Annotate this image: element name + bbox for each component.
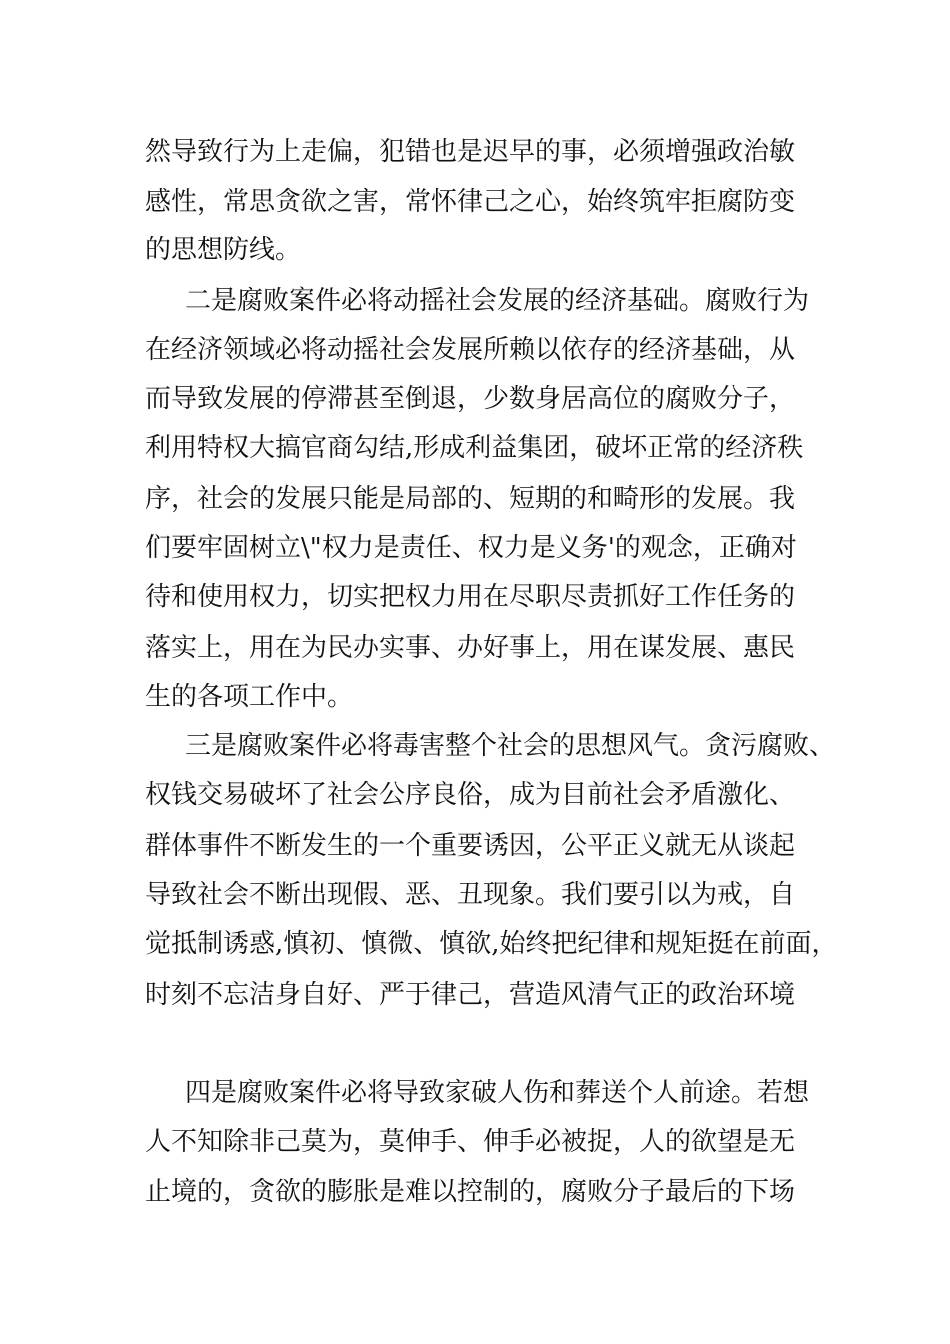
text-line: 的思想防线。 [145,235,302,265]
text-line: 序，社会的发展只能是局部的、短期的和畸形的发展。我 [145,484,796,514]
text-line: 人不知除非己莫为，莫伸手、伸手必被捉，人的欲望是无 [145,1127,796,1157]
text-line: 时刻不忘洁身自好、严于律己，营造风清气正的政治环境 [145,980,796,1010]
text-line: 群体事件不断发生的一个重要诱因，公平正义就无从谈起 [145,831,796,861]
text-line: 在经济领域必将动摇社会发展所赖以依存的经济基础，从 [145,335,796,365]
text-line: 觉抵制诱惑,慎初、慎微、慎欲,始终把纪律和规矩挺在前面， [145,929,838,959]
text-line: 生的各项工作中。 [145,682,354,712]
text-line: 们要牢固树立\"权力是责任、权力是义务'的观念，正确对 [145,533,797,563]
text-line: 利用特权大搞官商勾结,形成利益集团，破坏正常的经济秩 [145,433,804,463]
text-line: 待和使用权力，切实把权力用在尽职尽责抓好工作任务的 [145,582,796,612]
paragraph-start-line: 三是腐败案件必将毒害整个社会的思想风气。贪污腐败、 [185,731,836,761]
text-line: 止境的，贪欲的膨胀是难以控制的，腐败分子最后的下场 [145,1177,796,1207]
text-line: 感性，常思贪欲之害，常怀律己之心，始终筑牢拒腐防变 [145,187,796,217]
text-line: 然导致行为上走偏，犯错也是迟早的事，必须增强政治敏 [145,137,796,167]
paragraph-start-line: 四是腐败案件必将导致家破人伤和葬送个人前途。若想 [185,1078,810,1108]
text-line: 而导致发展的停滞甚至倒退，少数身居高位的腐败分子， [145,384,796,414]
paragraph-start-line: 二是腐败案件必将动摇社会发展的经济基础。腐败行为 [185,286,810,316]
text-line: 权钱交易破坏了社会公序良俗，成为目前社会矛盾激化、 [145,780,796,810]
text-line: 导致社会不断出现假、恶、丑现象。我们要引以为戒，自 [145,880,796,910]
text-line: 落实上，用在为民办实事、办好事上，用在谋发展、惠民 [145,633,796,663]
